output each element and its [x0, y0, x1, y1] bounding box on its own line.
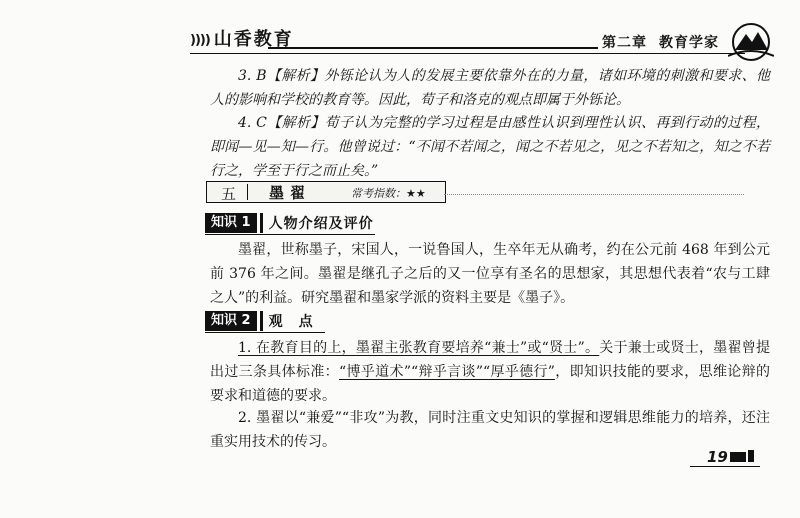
answer-analysis-4: 4. C【解析】荀子认为完整的学习过程是由感性认识到理性认识、再到行动的过程，即闻—见—知—行。他曾说过：“不闻不若闻之，闻之不若见之，见之不若知之，知之不若行之，学至于行之而止矣。” — [210, 115, 770, 179]
underlined-standard-2: “辩乎言谈” — [411, 364, 483, 380]
section-header-box — [206, 181, 446, 203]
mozi-viewpoint-2: 2. 墨翟以“兼爱”“非攻”为教，同时注重文史知识的掌握和逻辑思维能力的培养，还注重实用技术的传习。 — [210, 410, 770, 450]
mozi-introduction: 墨翟，世称墨子，宋国人，一说鲁国人，生卒年无从确考，约在公元前 468 年到公元前 376 年之间。墨翟是继孔子之后的又一位享有圣名的思想家，其思想代表着“农与工肆之人”的利益。研究墨翟和墨家学派的资料主要是《墨子》。 — [210, 242, 770, 306]
knowledge-bar — [260, 311, 263, 331]
header-rule — [268, 47, 598, 49]
underlined-standard-1: “博乎道术” — [339, 364, 411, 380]
underlined-lead: 1. 在教育目的上，墨翟主张教育要培养“兼士”或“贤士”。 — [238, 340, 600, 356]
page-number-mark — [730, 452, 746, 462]
viewpoint-tail: ，即知识技能的要求，思维论辩的要求和道德的要求。 — [210, 364, 770, 404]
section-title: 墨翟 — [269, 184, 312, 202]
knowledge-tag: 知识 1 — [205, 213, 257, 233]
underlined-standard-3: “厚乎德行” — [482, 364, 555, 380]
knowledge-underline-1 — [205, 234, 375, 235]
knowledge-bar — [260, 213, 263, 233]
section-separator — [247, 184, 248, 200]
answer-analysis-3: 3. B【解析】外铄论认为人的发展主要依靠外在的力量，诸如环境的刺激和要求、他人的影响和学校的教育等。因此，荀子和洛克的观点即属于外铄论。 — [210, 68, 770, 108]
header-dots: )))) — [190, 33, 210, 48]
chapter-number: 第二章 — [602, 35, 647, 51]
knowledge-header-2 — [205, 310, 314, 332]
page-number-mark-small — [748, 450, 754, 462]
header-chapter — [602, 32, 731, 52]
section-dotted-rule — [444, 194, 744, 195]
knowledge-label: 观 点 — [268, 314, 314, 330]
knowledge-underline-2 — [205, 332, 325, 333]
header-brand: 山香教育 — [213, 29, 294, 50]
section-frequency: 常考指数：★★ — [351, 187, 426, 200]
knowledge-label: 人物介绍及评价 — [268, 216, 374, 232]
shanxiang-logo-icon — [728, 22, 774, 62]
page-number-rule — [690, 466, 760, 467]
page-number: 19 — [707, 448, 728, 466]
knowledge-header-1 — [205, 212, 374, 234]
header-rule-thin — [190, 53, 745, 54]
chapter-title: 教育学家 — [659, 35, 719, 51]
viewpoint-text: 关于兼士或贤士，墨翟曾提出过三条具体标准： — [210, 340, 771, 380]
section-number: 五 — [221, 185, 237, 203]
knowledge-tag: 知识 2 — [205, 311, 257, 331]
mozi-viewpoint-1 — [210, 336, 770, 408]
